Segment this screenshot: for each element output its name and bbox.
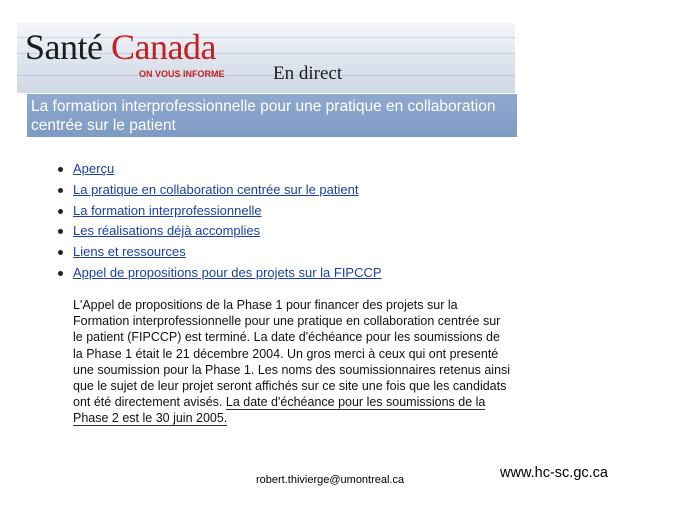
brand-sante: Santé bbox=[25, 27, 103, 67]
page-title: La formation interprofessionnelle pour une pratique en collaboration centrée sur le patient bbox=[31, 98, 496, 134]
brand-canada: Canada bbox=[110, 27, 216, 67]
banner-tagline: ON VOUS INFORME bbox=[139, 69, 225, 79]
nav-link-liens[interactable]: Liens et ressources bbox=[73, 244, 186, 260]
banner-subtitle: En direct bbox=[273, 63, 343, 84]
author-email: robert.thivierge@umontreal.ca bbox=[256, 474, 405, 486]
nav-link-formation[interactable]: La formation interprofessionnelle bbox=[73, 202, 262, 218]
bullet-icon bbox=[58, 209, 63, 214]
nav-list bbox=[58, 160, 382, 285]
banner bbox=[17, 23, 515, 93]
nav-item-liens bbox=[58, 243, 382, 264]
nav-link-apercu[interactable]: Aperçu bbox=[73, 161, 115, 176]
nav-item-pratique bbox=[58, 181, 382, 202]
title-bar bbox=[27, 93, 517, 137]
brand-logo bbox=[25, 27, 216, 67]
nav-link-appel[interactable]: Appel de propositions pour des projets sur la FIPCCP bbox=[73, 264, 382, 280]
body-paragraph bbox=[73, 297, 513, 427]
bullet-icon bbox=[58, 271, 63, 276]
body-text-main: L'Appel de propositions de la Phase 1 pour financer des projets sur la Formation interprofessionnelle pour une pratique en collaboration centrée sur le patient (FIPCCP) est terminé. La date d'échéance pour les soumissions de la Phase 1 était le 21 décembre 2004. Un gros merci à ceux qui ont presenté une soumission pour la Phase 1. Les noms des soumissionnaires retenus ainsi que le sujet de leur projet seront affichés sur ce site une fois que les candidats ont été directement avisés. bbox=[73, 298, 511, 410]
nav-item-appel bbox=[58, 264, 382, 285]
deadline-highlight: La date d'échéance pour les soumissions de la Phase 2 est le 30 juin 2005. bbox=[73, 395, 486, 426]
nav-item-formation bbox=[58, 202, 382, 223]
bullet-icon bbox=[58, 250, 63, 255]
nav-item-apercu bbox=[58, 160, 382, 181]
website-url: www.hc-sc.gc.ca bbox=[500, 465, 608, 481]
nav-link-pratique[interactable]: La pratique en collaboration centrée sur le patient bbox=[73, 181, 359, 197]
bullet-icon bbox=[58, 229, 63, 234]
banner-texture-line bbox=[17, 75, 515, 76]
nav-link-realisations[interactable]: Les réalisations déjà accomplies bbox=[73, 223, 261, 239]
bullet-icon bbox=[58, 167, 63, 172]
bullet-icon bbox=[58, 188, 63, 193]
nav-item-realisations bbox=[58, 222, 382, 243]
